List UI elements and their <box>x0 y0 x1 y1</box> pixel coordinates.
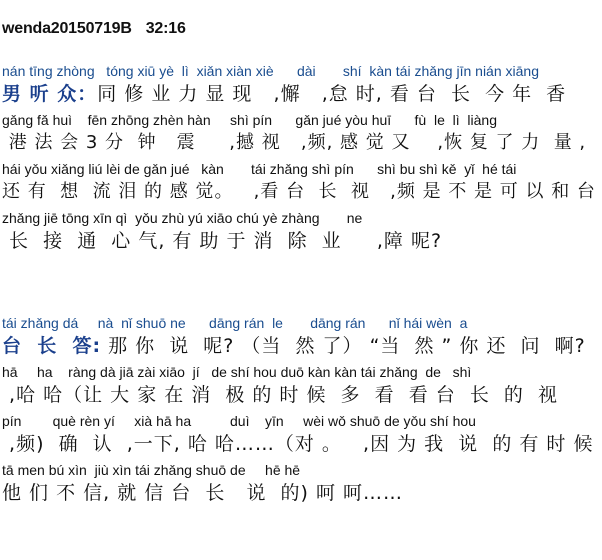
speaker-label: 男 听 众： <box>2 83 98 105</box>
header <box>2 20 186 38</box>
text-line: ,哈 哈（让 大 家 在 消 极 的 时 候 多 看 看 台 长 的 视 <box>2 384 558 406</box>
text-segment: 同 修 业 力 显 现 ,懈 ,怠 时, 看 台 长 今 年 香 <box>97 83 567 105</box>
text-line <box>2 333 600 363</box>
pinyin-line: nán tīng zhòng tóng xiū yè lì xiǎn xiàn xiè dài shí kàn tái zhǎng jīn nián xiāng <box>2 63 539 79</box>
pinyin-line: hā ha ràng dà jiā zài xiāo jí de shí hou duō kàn kàn tái zhǎng de shì <box>2 364 472 380</box>
text-line: ,频) 确 认 ,一下, 哈 哈……（对 。 ,因 为 我 说 的 有 时 候 <box>2 433 594 455</box>
pinyin-line: zhǎng jiē tōng xīn qì yǒu zhù yú xiāo chú yè zhàng ne <box>2 210 363 226</box>
pinyin-line: pín què rèn yí xià hā ha duì yīn wèi wǒ shuō de yǒu shí hou <box>2 413 476 429</box>
speaker-label: 台 长 答: <box>2 335 102 357</box>
question-block <box>2 62 600 258</box>
pinyin-line: tā men bú xìn jiù xìn tái zhǎng shuō de hē hē <box>2 462 301 478</box>
text-segment: 那 你 说 呢? （当 然 了） “当 然 ” 你 还 问 啊? <box>101 335 586 357</box>
text-line: 还 有 想 流 泪 的 感 觉。 ,看 台 长 视 ,频 是 不 是 可 以 和 台 <box>2 181 596 202</box>
pinyin-line: gǎng fǎ huì fēn zhōng zhèn hàn shì pín gǎn jué yòu huī fù le lì liàng <box>2 112 497 128</box>
pinyin-line: hái yǒu xiǎng liú lèi de gǎn jué kàn tái zhǎng shì pín shì bu shì kě yǐ hé tái <box>2 161 517 177</box>
file-title: wenda20150719B <box>2 20 132 37</box>
answer-block <box>2 314 600 510</box>
text-line <box>2 81 600 111</box>
text-line: 他 们 不 信, 就 信 台 长 说 的) 呵 呵…… <box>2 482 404 504</box>
text-line: 港 法 会 3 分 钟 震 ,撼 视 ,频, 感 觉 又 ,恢 复 了 力 量 , <box>2 132 587 153</box>
timestamp: 32:16 <box>145 20 186 37</box>
text-line: 长 接 通 心 气, 有 助 于 消 除 业 ,障 呢? <box>2 230 443 252</box>
pinyin-line: tái zhǎng dá nà nǐ shuō ne dāng rán le dāng rán nǐ hái wèn a <box>2 315 468 331</box>
